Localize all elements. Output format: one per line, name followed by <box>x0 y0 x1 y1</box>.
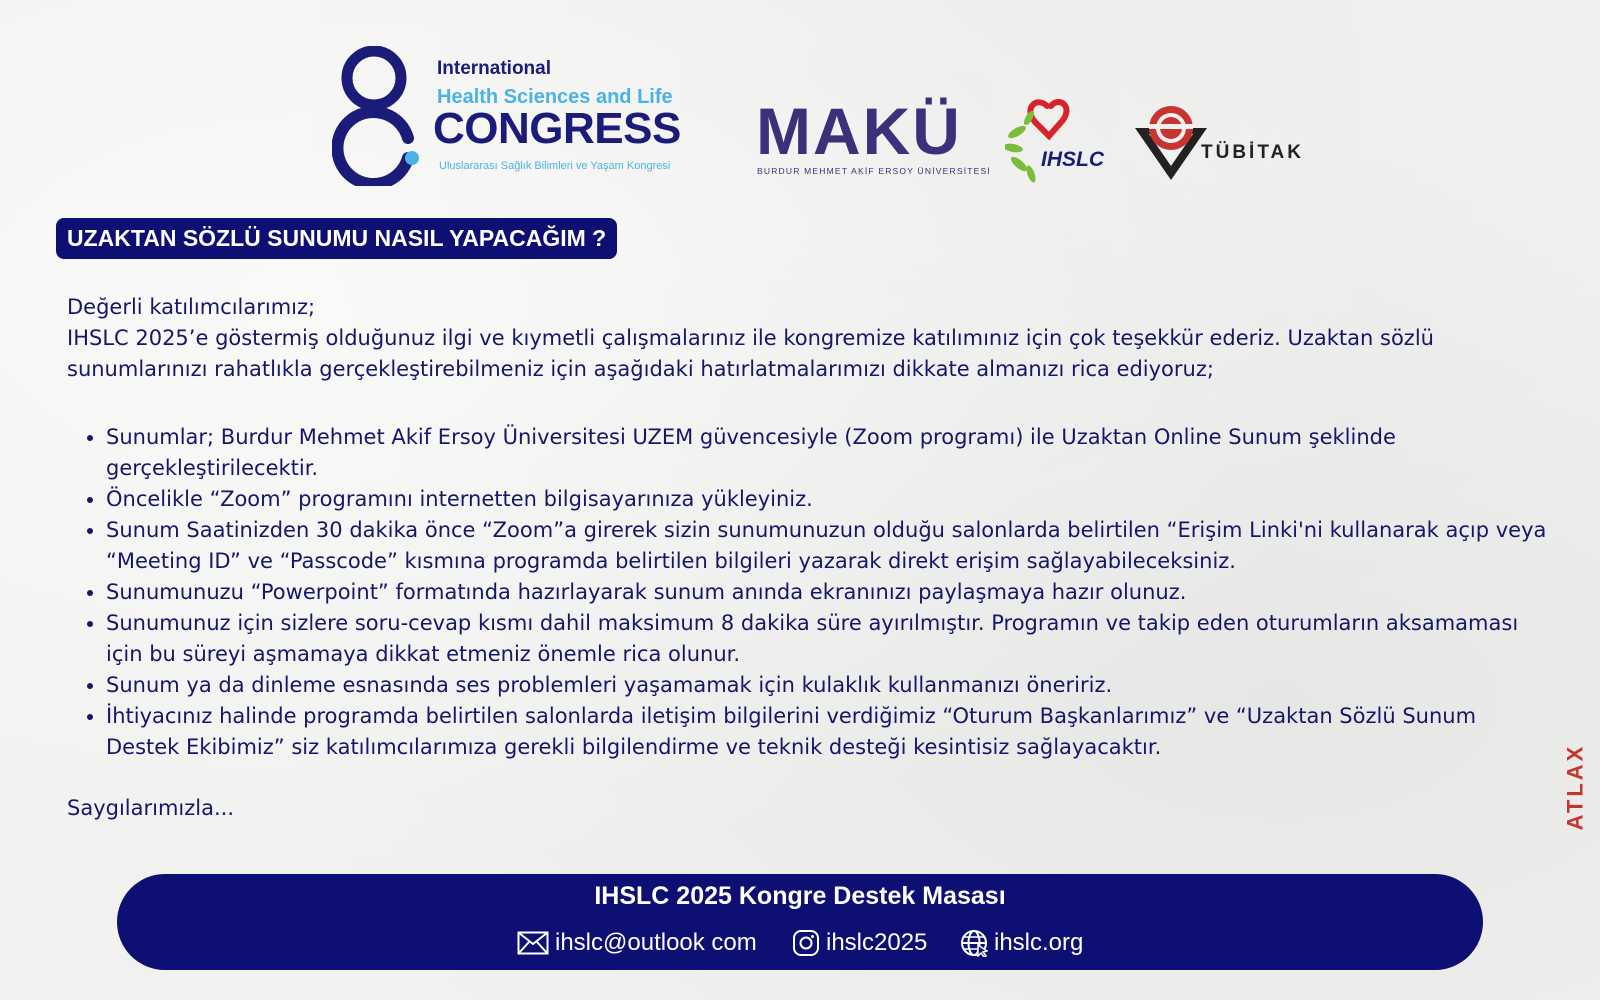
atlax-watermark-text: ATLAX <box>1562 743 1588 831</box>
list-item: • Sunumunuzu “Powerpoint” formatında hazırlayarak sunum anında ekranınızı paylaşmaya hazır olunuz. <box>106 577 1547 608</box>
congress-mark-icon <box>332 46 432 186</box>
email-text: ihslc@outlook com <box>555 929 757 956</box>
list-item: • Sunumunuz için sizlere soru-cevap kısmı dahil maksimum 8 dakika süre ayırılmıştır. Programın ve takip eden oturumların aksamaması için bu süreyi aşmamaya dikkat etmeniz önemle rica olunur. <box>106 608 1547 670</box>
greeting: Değerli katılımcılarımız; <box>67 295 316 319</box>
congress-logo <box>332 46 702 186</box>
support-desk-banner <box>117 874 1483 970</box>
email-contact[interactable] <box>517 926 757 960</box>
globe-icon <box>960 929 988 957</box>
website-contact[interactable] <box>960 926 1083 960</box>
header-logos <box>0 0 1600 205</box>
list-item: • Öncelikle “Zoom” programını internetten bilgisayarınıza yükleyiniz. <box>106 484 1547 515</box>
congress-line-congress: CONGRESS <box>433 104 681 153</box>
list-item: • Sunum Saatinizden 30 dakika önce “Zoom”a girerek sizin sunumunuzun olduğu salonlarda belirtilen “Erişim Linki'ni kullanarak açıp veya “Meeting ID” ve “Passcode” kısmına programda belirtilen bilgileri yazarak direkt erişim sağlayabileceksiniz. <box>106 515 1547 577</box>
closing-text: Saygılarımızla... <box>67 796 235 820</box>
instagram-contact[interactable] <box>792 926 927 960</box>
ihslc-wordmark: IHSLC <box>1041 148 1104 171</box>
atlax-watermark <box>1552 736 1592 836</box>
maku-subtitle: BURDUR MEHMET AKİF ERSOY ÜNİVERSİTESİ <box>757 166 991 176</box>
congress-line-health-sciences: Health Sciences and Life <box>437 86 673 108</box>
maku-logo <box>756 94 991 182</box>
congress-line-international: International <box>437 58 552 79</box>
ihslc-logo <box>1005 98 1115 184</box>
instagram-icon <box>792 929 820 957</box>
body-text <box>67 292 1547 824</box>
page-title: UZAKTAN SÖZLÜ SUNUMU NASIL YAPACAĞIM ? <box>56 218 617 259</box>
maku-wordmark: MAKÜ <box>756 94 962 168</box>
congress-line-turkish-name: Uluslararası Sağlık Bilimleri ve Yaşam Kongresi <box>439 160 671 172</box>
list-item: • İhtiyacınız halinde programda belirtilen salonlarda iletişim bilgilerini verdiğimiz “Oturum Başkanlarımız” ve “Uzaktan Sözlü Sunum Destek Ekibimiz” siz katılımcılarımıza gerekli bilgilendirme ve teknik desteği kesintisiz sağlayacaktır. <box>106 701 1547 763</box>
instagram-text: ihslc2025 <box>826 929 928 956</box>
tubitak-logo <box>1135 102 1304 182</box>
list-item: • Sunum ya da dinleme esnasında ses problemleri yaşamamak için kulaklık kullanmanızı öneririz. <box>106 670 1547 701</box>
intro-paragraph: IHSLC 2025’e göstermiş olduğunuz ilgi ve kıymetli çalışmalarınız ile kongremize katılımınız için çok teşekkür ederiz. Uzaktan sözlü sunumlarınızı rahatlıkla gerçekleştirebilmeniz için aşağıdaki hatırlatmalarımızı dikkate almanızı rica ediyoruz; <box>67 326 1434 381</box>
mail-icon <box>517 931 549 955</box>
list-item: • Sunumlar; Burdur Mehmet Akif Ersoy Üniversitesi UZEM güvencesiyle (Zoom programı) ile Uzaktan Online Sunum şeklinde gerçekleştirilecektir. <box>106 422 1547 484</box>
website-text: ihslc.org <box>994 929 1084 956</box>
support-desk-title: IHSLC 2025 Kongre Destek Masası <box>594 882 1006 910</box>
tubitak-emblem-icon <box>1135 102 1207 180</box>
instructions-list <box>67 422 1547 763</box>
tubitak-wordmark: TÜBİTAK <box>1201 142 1304 163</box>
